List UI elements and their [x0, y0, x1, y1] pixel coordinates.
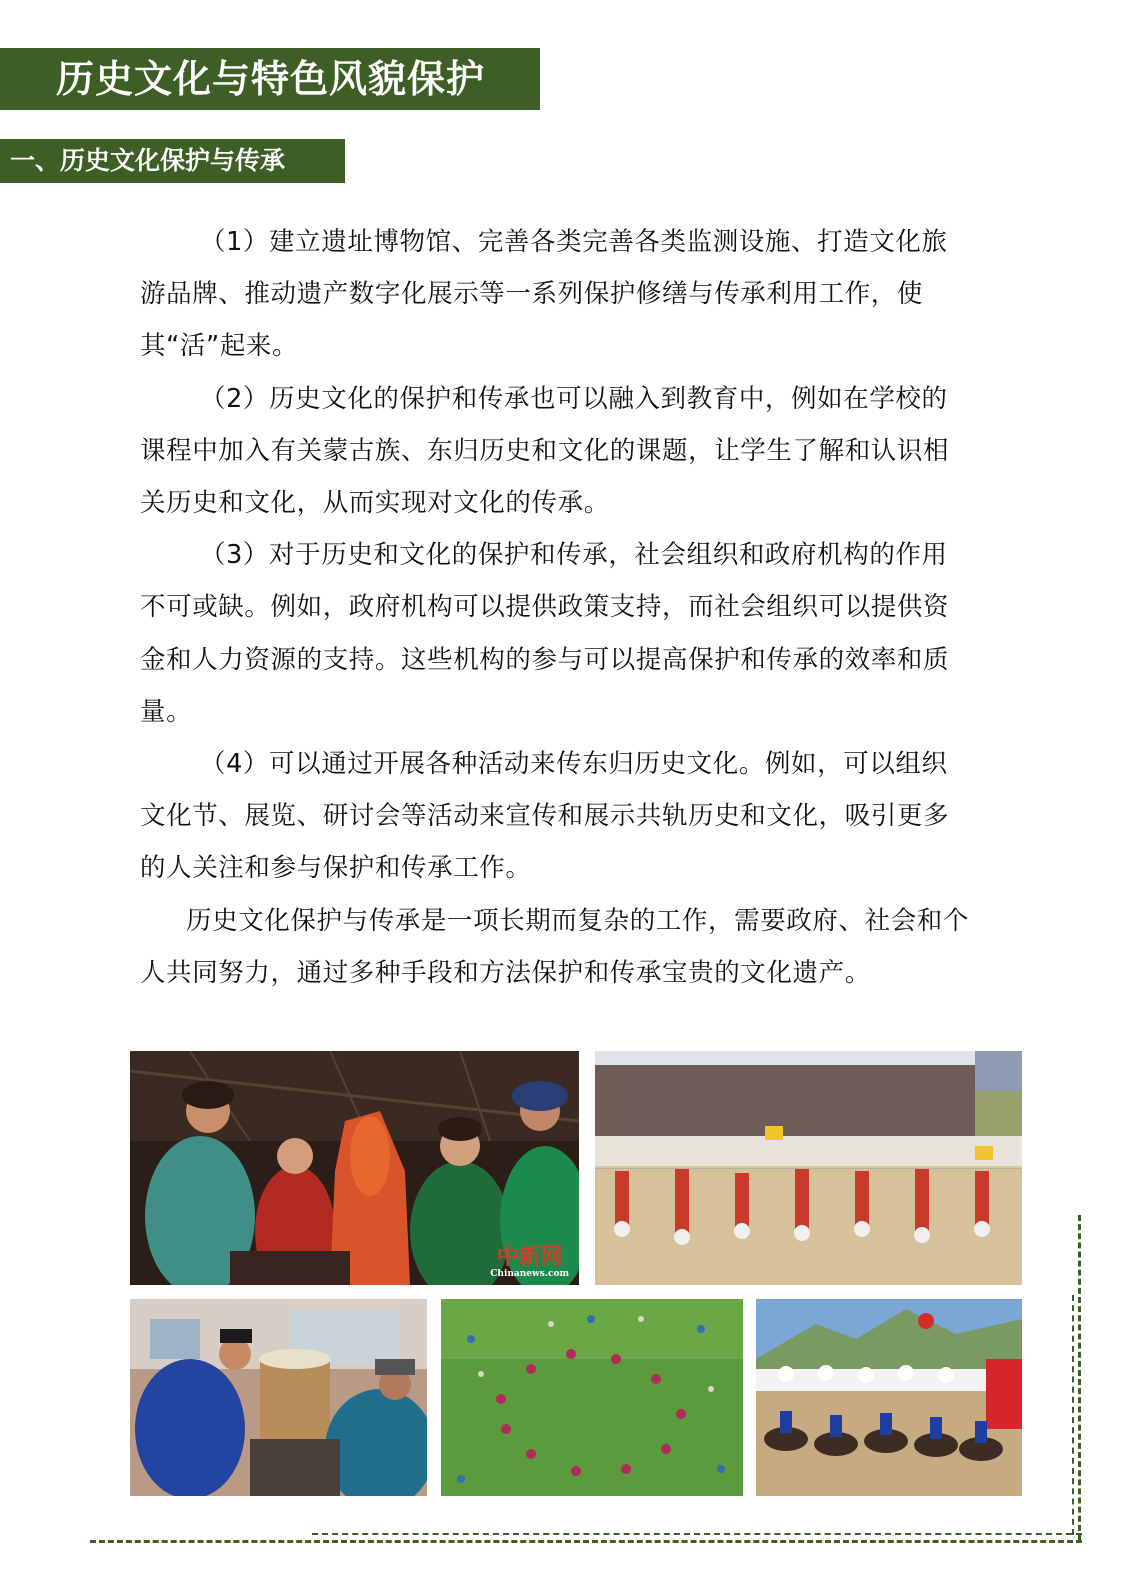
- paragraph-5: 历史文化保护与传承是一项长期而复杂的工作，需要政府、社会和个人共同努力，通过多种手段和方法保护和传承宝贵的文化遗产。: [140, 905, 970, 988]
- section-heading-banner: [0, 139, 345, 183]
- photo-grassland-dance: [441, 1299, 743, 1496]
- photo-stadium-dance: [595, 1051, 1022, 1285]
- paragraph-2: （2）历史文化的保护和传承也可以融入到教育中，例如在学校的课程中加入有关蒙古族、东归历史和文化的课题，让学生了解和认识相关历史和文化，从而实现对文化的传承。: [140, 383, 950, 519]
- photo-courtyard-barrel: [130, 1299, 427, 1496]
- photo-yurt-wedding: [130, 1051, 579, 1285]
- photo-watermark: 中新网 Chinanews.com: [490, 1244, 569, 1279]
- dashed-frame-bottom: [90, 1540, 1082, 1543]
- section-heading: 一、历史文化保护与传承: [10, 146, 286, 175]
- page-title: 历史文化与特色风貌保护: [56, 57, 486, 101]
- photo-horse-riders: [756, 1299, 1022, 1496]
- dashed-frame-right-inner: [1072, 1295, 1074, 1535]
- paragraph-3: （3）对于历史和文化的保护和传承，社会组织和政府机构的作用不可或缺。例如，政府机构可以提供政策支持，而社会组织可以提供资金和人力资源的支持。这些机构的参与可以提高保护和传承的效率和质量。: [140, 540, 950, 727]
- dashed-frame-bottom-inner: [312, 1533, 1082, 1535]
- paragraph-4: （4）可以通过开展各种活动来传东归历史文化。例如，可以组织文化节、展览、研讨会等活动来宣传和展示共轨历史和文化，吸引更多的人关注和参与保护和传承工作。: [140, 749, 950, 884]
- dashed-frame-right: [1078, 1215, 1081, 1540]
- page-title-banner: [0, 48, 540, 110]
- body-text: [140, 216, 970, 999]
- paragraph-1: （1）建立遗址博物馆、完善各类完善各类监测设施、打造文化旅游品牌、推动遗产数字化展示等一系列保护修缮与传承利用工作，使其“活”起来。: [140, 227, 948, 362]
